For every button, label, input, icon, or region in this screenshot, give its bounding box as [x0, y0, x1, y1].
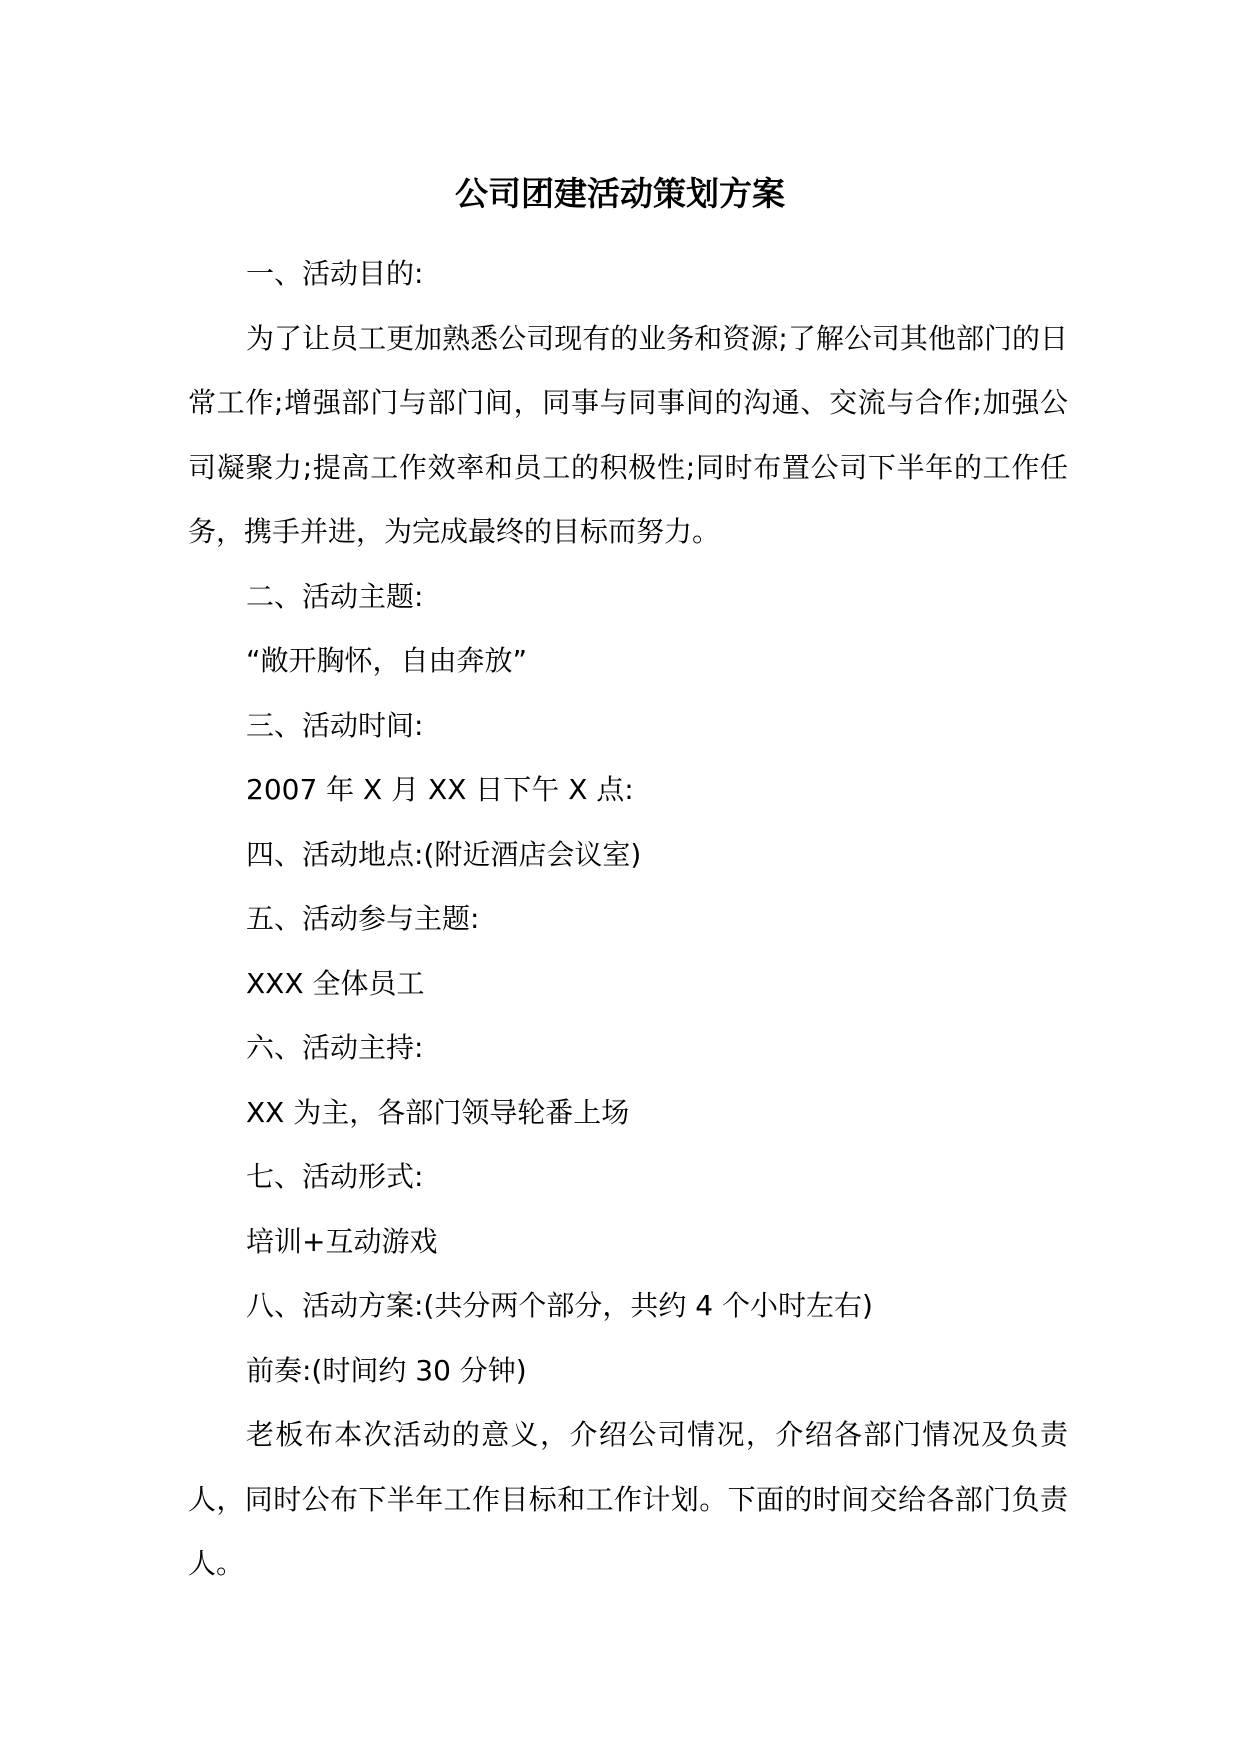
host-text: XX 为主，各部门领导轮番上场 — [246, 1095, 630, 1129]
section-heading-participants: 五、活动参与主题: — [246, 902, 480, 935]
format-text: 培训+互动游戏 — [246, 1224, 438, 1258]
document-body — [188, 242, 1068, 1597]
section-heading-time: 三、活动时间: — [246, 708, 424, 742]
section-heading-host: 六、活动主持: — [246, 1031, 424, 1064]
document-title: 公司团建活动策划方案 — [455, 174, 785, 213]
section-heading-location: 四、活动地点:(附近酒店会议室) — [246, 837, 642, 871]
time-text: 2007 年 X 月 XX 日下午 X 点: — [246, 773, 634, 806]
section-heading-format: 七、活动形式: — [246, 1160, 424, 1193]
purpose-paragraph: 为了让员工更加熟悉公司现有的业务和资源;了解公司其他部门的日常工作;增强部门与部门间，同事与同事间的沟通、交流与合作;加强公司凝聚力;提高工作效率和员工的积极性;同时布置公司下半年的工作任务，携手并进，为完成最终的目标而努力。 — [188, 321, 1068, 548]
section-heading-purpose: 一、活动目的: — [246, 257, 424, 290]
prelude-paragraph: 老板布本次活动的意义，介绍公司情况，介绍各部门情况及负责人，同时公布下半年工作目标和工作计划。下面的时间交给各部门负责人。 — [188, 1418, 1068, 1580]
section-heading-theme: 二、活动主题: — [246, 579, 424, 613]
prelude-heading: 前奏:(时间约 30 分钟) — [246, 1353, 527, 1387]
participants-text: XXX 全体员工 — [246, 966, 425, 1000]
section-heading-plan: 八、活动方案:(共分两个部分，共约 4 个小时左右) — [246, 1289, 873, 1322]
theme-text: “敞开胸怀，自由奔放” — [246, 644, 528, 677]
